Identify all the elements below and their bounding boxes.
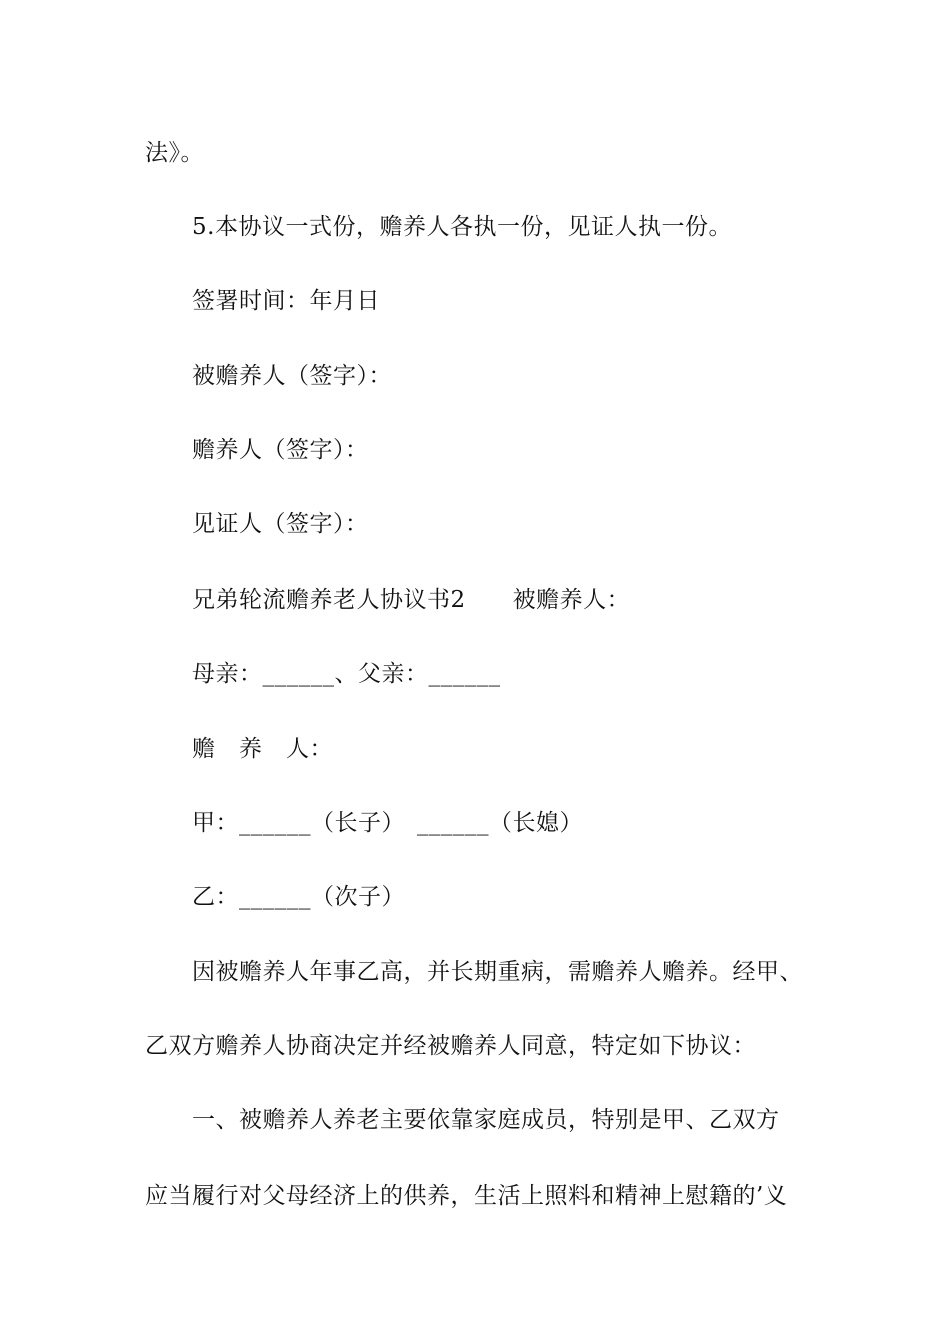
text-line-paragraph-1b: 乙双方赡养人协商决定并经被赡养人同意，特定如下协议： [145, 1033, 756, 1059]
text-line-party-a: 甲：______（长子） ______（长媳） [192, 810, 583, 836]
text-line-witness-signature: 见证人（签字）： [192, 511, 369, 537]
text-line-supporters-heading: 赡 养 人： [192, 736, 333, 762]
text-line-article-1a: 一、被赡养人养老主要依靠家庭成员，特别是甲、乙双方 [192, 1107, 780, 1133]
text-line-party-b: 乙：______（次子） [192, 884, 405, 910]
text-line-article-1b: 应当履行对父母经济上的供养，生活上照料和精神上慰籍的’义 [145, 1183, 788, 1209]
text-line-clause-5: 5.本协议一式份，赡养人各执一份，见证人执一份。 [192, 214, 732, 240]
text-line-signing-date: 签署时间：年月日 [192, 288, 380, 314]
text-line-paragraph-1a: 因被赡养人年事乙高，并长期重病，需赡养人赡养。经甲、 [192, 959, 803, 985]
text-line-supporter-signature: 赡养人（签字）： [192, 437, 369, 463]
text-line-supported-signature: 被赡养人（签字）： [192, 363, 392, 389]
text-line-law-end: 法》。 [145, 140, 204, 166]
text-line-agreement-title: 兄弟轮流赡养老人协议书2 被赡养人： [192, 587, 631, 613]
text-line-parents: 母亲：______、父亲：______ [192, 661, 501, 687]
